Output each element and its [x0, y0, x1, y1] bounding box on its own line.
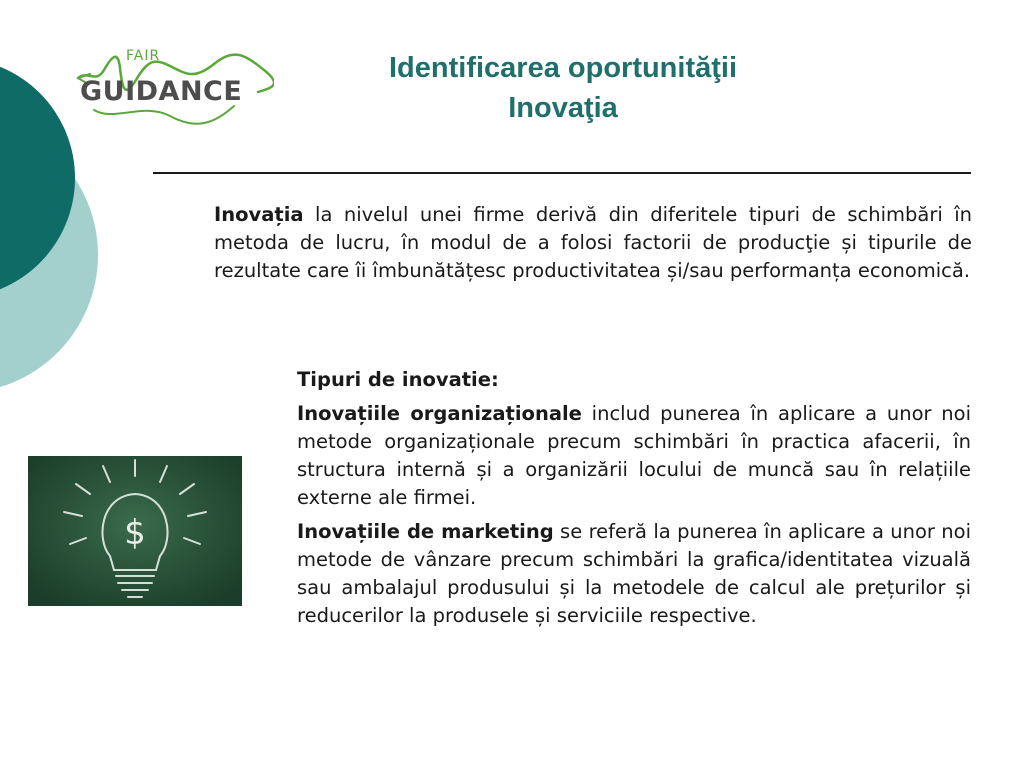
slide-title: [320, 48, 806, 128]
title-line-1: Identificarea oportunităţii: [388, 52, 738, 84]
dollar-symbol: $: [124, 513, 146, 553]
intro-paragraph: [214, 201, 972, 285]
types-heading: Tipuri de inovatie:: [297, 368, 499, 391]
intro-text: la nivelul unei firme derivă din diferitele tipuri de schimbări în metoda de lucru, în modul de a folosi factorii de producţie și tipurile de rezultate care îi îmbunătățesc productivitatea și/sau performanța economică.: [214, 203, 972, 282]
marketing-text: se referă la punerea în aplicare a unor noi metode de vânzare precum schimbări la grafica/identitatea vizuală sau ambalajul produsului și la metodele de calcul ale prețurilor și reducerilor la produsele și serviciile respective.: [297, 520, 971, 627]
marketing-paragraph: [297, 518, 971, 630]
logo-fair-text: FAIR: [126, 48, 161, 64]
lightbulb-image: [28, 456, 242, 606]
intro-term: Inovația: [214, 203, 304, 226]
innovation-types: [297, 366, 971, 636]
title-divider: [153, 172, 971, 174]
logo-guidance-text: GUIDANCE: [80, 76, 243, 107]
organizational-term: Inovațiile organizaționale: [297, 402, 582, 425]
organizational-text: includ punerea în aplicare a unor noi metode organizaționale precum schimbări în practica afacerii, în structura internă și a organizării locului de muncă sau în relațiile externe ale firmei.: [297, 402, 972, 509]
lightbulb-dollar-icon: [28, 456, 242, 606]
organizational-paragraph: [297, 400, 971, 512]
marketing-term: Inovațiile de marketing: [297, 520, 554, 543]
title-line-2: Inovaţia: [508, 92, 618, 124]
